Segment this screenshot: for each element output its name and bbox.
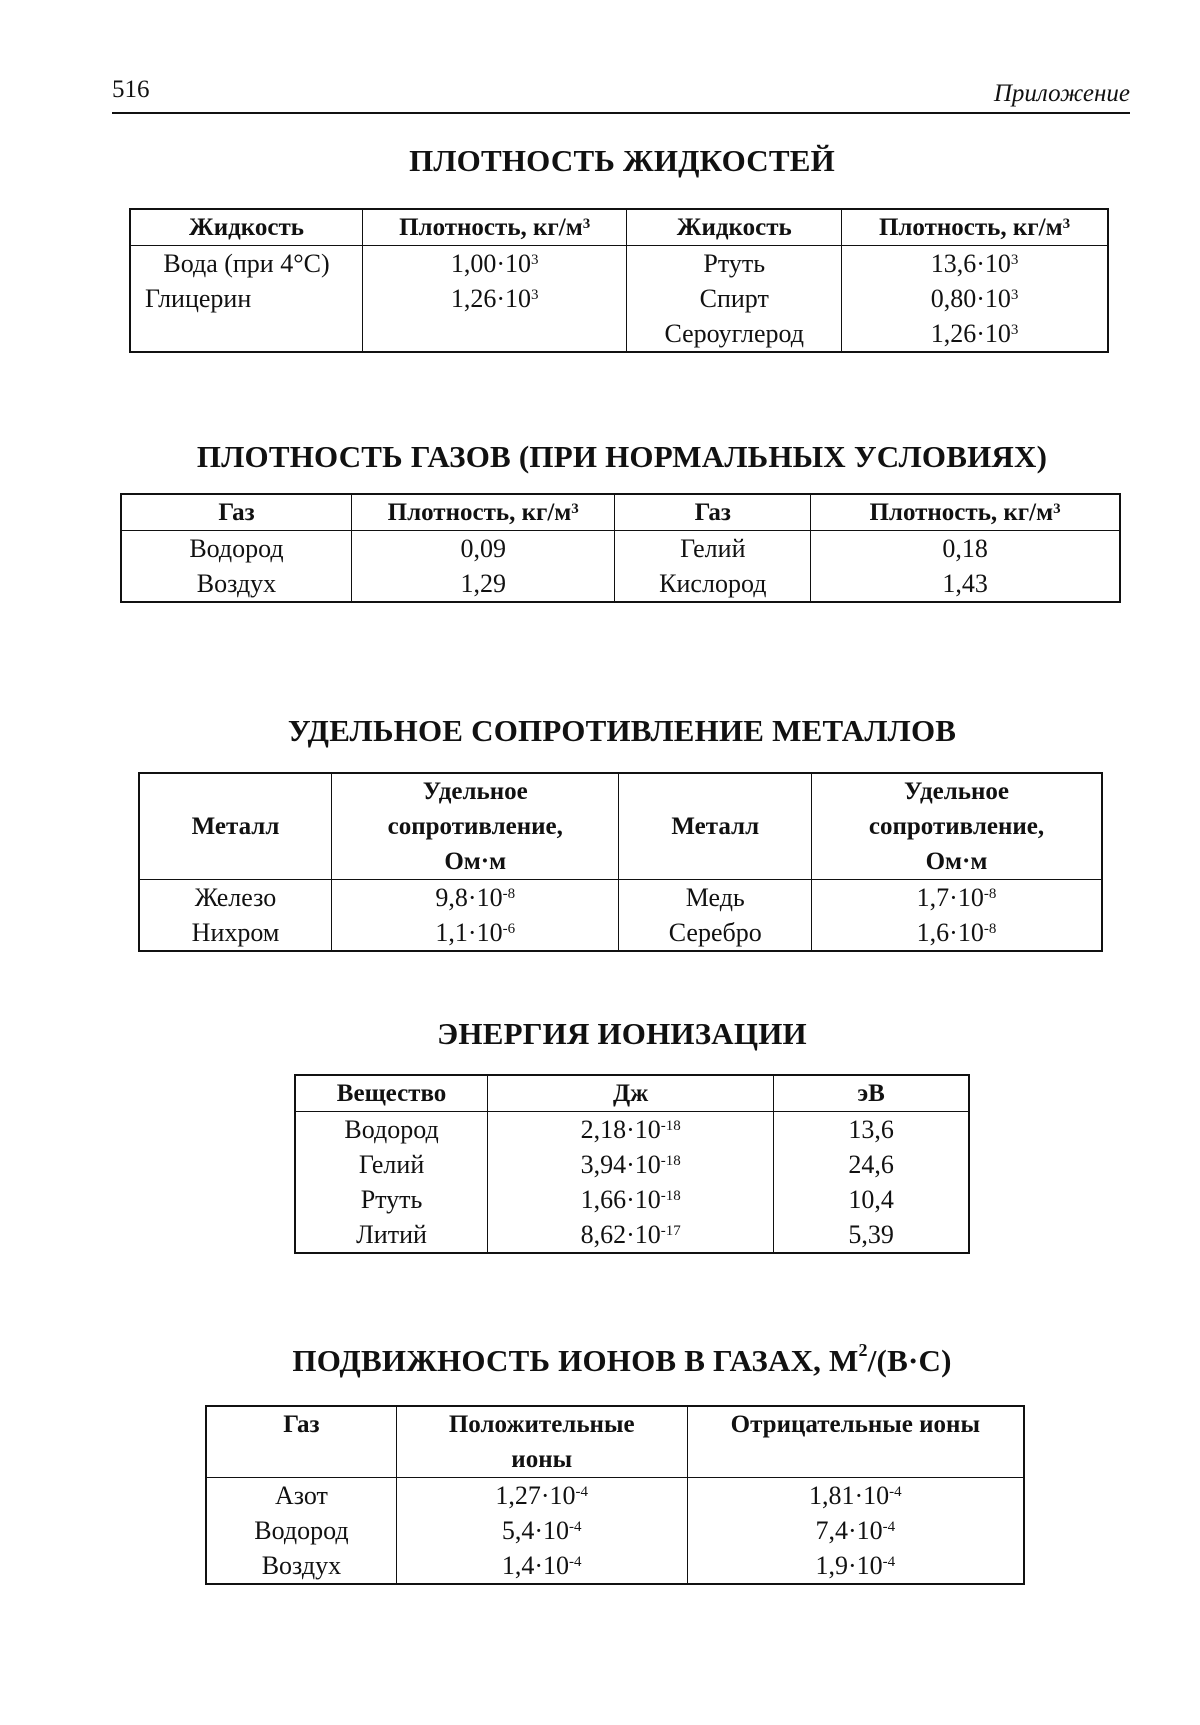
gas-name: Воздух [206, 1548, 396, 1584]
liquid-density: $0,80\cdot 10^3$ [842, 281, 1108, 316]
energy-ev: 24,6 [774, 1147, 969, 1182]
column-header: Плотность, $кг/м^3$ [811, 494, 1120, 531]
energy-ev: 5,39 [774, 1217, 969, 1253]
mobility-table [205, 1405, 1025, 1585]
table-row [295, 1182, 969, 1217]
table-row [139, 880, 1102, 916]
column-header: Положительные ионы [396, 1406, 687, 1478]
liquid-density: $13,6\cdot 10^3$ [842, 246, 1108, 282]
column-header: Плотность, $кг/м^3$ [351, 494, 614, 531]
table-row [206, 1513, 1024, 1548]
column-header-metal: Металл [619, 773, 812, 880]
liquid-density: $1,26\cdot 10^3$ [842, 316, 1108, 352]
running-title: Приложение [993, 80, 1130, 107]
table-row [295, 1147, 969, 1182]
liquid-density: $1,00\cdot 10^3$ [363, 246, 627, 282]
positive-ion-mobility: $1,4\cdot 10^{-4}$ [396, 1548, 687, 1584]
energy-ev: 13,6 [774, 1112, 969, 1148]
table-row [139, 915, 1102, 951]
gas-density: 1,29 [351, 566, 614, 602]
liquids-table [129, 208, 1109, 353]
gas-name: Воздух [121, 566, 351, 602]
gas-name: Кислород [615, 566, 811, 602]
resistivity-table [138, 772, 1103, 952]
metal-name: Серебро [619, 915, 812, 951]
gas-density: 1,43 [811, 566, 1120, 602]
negative-ion-mobility: $1,9\cdot 10^{-4}$ [687, 1548, 1024, 1584]
column-header: эВ [774, 1075, 969, 1112]
mobility-title: ПОДВИЖНОСТЬ ИОНОВ В ГАЗАХ, $М^2/(В\cdot С)$ [292, 1340, 952, 1378]
liquids-title: ПЛОТНОСТЬ ЖИДКОСТЕЙ [409, 143, 835, 178]
metal-resistivity: $1,7\cdot 10^{-8}$ [812, 880, 1102, 916]
metal-resistivity: $9,8\cdot 10^{-8}$ [332, 880, 619, 916]
gas-name: Водород [121, 531, 351, 567]
metal-name: Нихром [139, 915, 332, 951]
column-header: Дж [488, 1075, 774, 1112]
liquid-name: Глицерин [130, 281, 363, 316]
table-row [121, 566, 1120, 602]
column-header-resistivity: Удельное сопротивление, Ом·м [812, 773, 1102, 880]
gas-name: Гелий [615, 531, 811, 567]
column-header: Плотность, $кг/м^3$ [842, 209, 1108, 246]
negative-ion-mobility: $1,81\cdot 10^{-4}$ [687, 1478, 1024, 1514]
gas-density: 0,09 [351, 531, 614, 567]
column-header: Жидкость [627, 209, 842, 246]
table-row [130, 316, 1108, 352]
liquid-name: Вода (при 4°С) [130, 246, 363, 282]
substance-name: Ртуть [295, 1182, 488, 1217]
column-header: Отрицательные ионы [687, 1406, 1024, 1478]
energy-joule: $1,66\cdot 10^{-18}$ [488, 1182, 774, 1217]
column-header: Газ [615, 494, 811, 531]
column-header: Вещество [295, 1075, 488, 1112]
table-header-row [206, 1406, 1024, 1478]
gas-density: 0,18 [811, 531, 1120, 567]
column-header: Газ [206, 1406, 396, 1478]
metal-name: Медь [619, 880, 812, 916]
gases-title: ПЛОТНОСТЬ ГАЗОВ (ПРИ НОРМАЛЬНЫХ УСЛОВИЯХ) [196, 439, 1048, 474]
table-header-row [295, 1075, 969, 1112]
column-header-resistivity: Удельное сопротивление, Ом·м [332, 773, 619, 880]
gas-name: Азот [206, 1478, 396, 1514]
positive-ion-mobility: $5,4\cdot 10^{-4}$ [396, 1513, 687, 1548]
metal-resistivity: $1,6\cdot 10^{-8}$ [812, 915, 1102, 951]
positive-ion-mobility: $1,27\cdot 10^{-4}$ [396, 1478, 687, 1514]
liquid-name: Спирт [627, 281, 842, 316]
table-row [121, 531, 1120, 567]
energy-joule: $2,18\cdot 10^{-18}$ [488, 1112, 774, 1148]
table-header-row [130, 209, 1108, 246]
empty-cell [363, 316, 627, 352]
table-row [206, 1478, 1024, 1514]
energy-joule: $8,62\cdot 10^{-17}$ [488, 1217, 774, 1253]
liquid-name: Ртуть [627, 246, 842, 282]
negative-ion-mobility: $7,4\cdot 10^{-4}$ [687, 1513, 1024, 1548]
substance-name: Водород [295, 1112, 488, 1148]
column-header: Жидкость [130, 209, 363, 246]
table-row [206, 1548, 1024, 1584]
gas-name: Водород [206, 1513, 396, 1548]
substance-name: Гелий [295, 1147, 488, 1182]
empty-cell [130, 316, 363, 352]
energy-ev: 10,4 [774, 1182, 969, 1217]
table-header-row [121, 494, 1120, 531]
column-header: Газ [121, 494, 351, 531]
table-row [130, 281, 1108, 316]
resistivity-title: УДЕЛЬНОЕ СОПРОТИВЛЕНИЕ МЕТАЛЛОВ [287, 713, 957, 748]
liquid-density: $1,26\cdot 10^3$ [363, 281, 627, 316]
column-header: Плотность, $кг/м^3$ [363, 209, 627, 246]
column-header-metal: Металл [139, 773, 332, 880]
table-row [295, 1217, 969, 1253]
substance-name: Литий [295, 1217, 488, 1253]
table-row [295, 1112, 969, 1148]
ionization-title: ЭНЕРГИЯ ИОНИЗАЦИИ [437, 1016, 807, 1051]
page-number: 516 [112, 76, 150, 103]
energy-joule: $3,94\cdot 10^{-18}$ [488, 1147, 774, 1182]
running-header [112, 74, 1130, 114]
liquid-name: Сероуглерод [627, 316, 842, 352]
metal-resistivity: $1,1\cdot 10^{-6}$ [332, 915, 619, 951]
gases-table [120, 493, 1121, 603]
ionization-table [294, 1074, 970, 1254]
metal-name: Железо [139, 880, 332, 916]
table-row [130, 246, 1108, 282]
table-header-row [139, 773, 1102, 880]
